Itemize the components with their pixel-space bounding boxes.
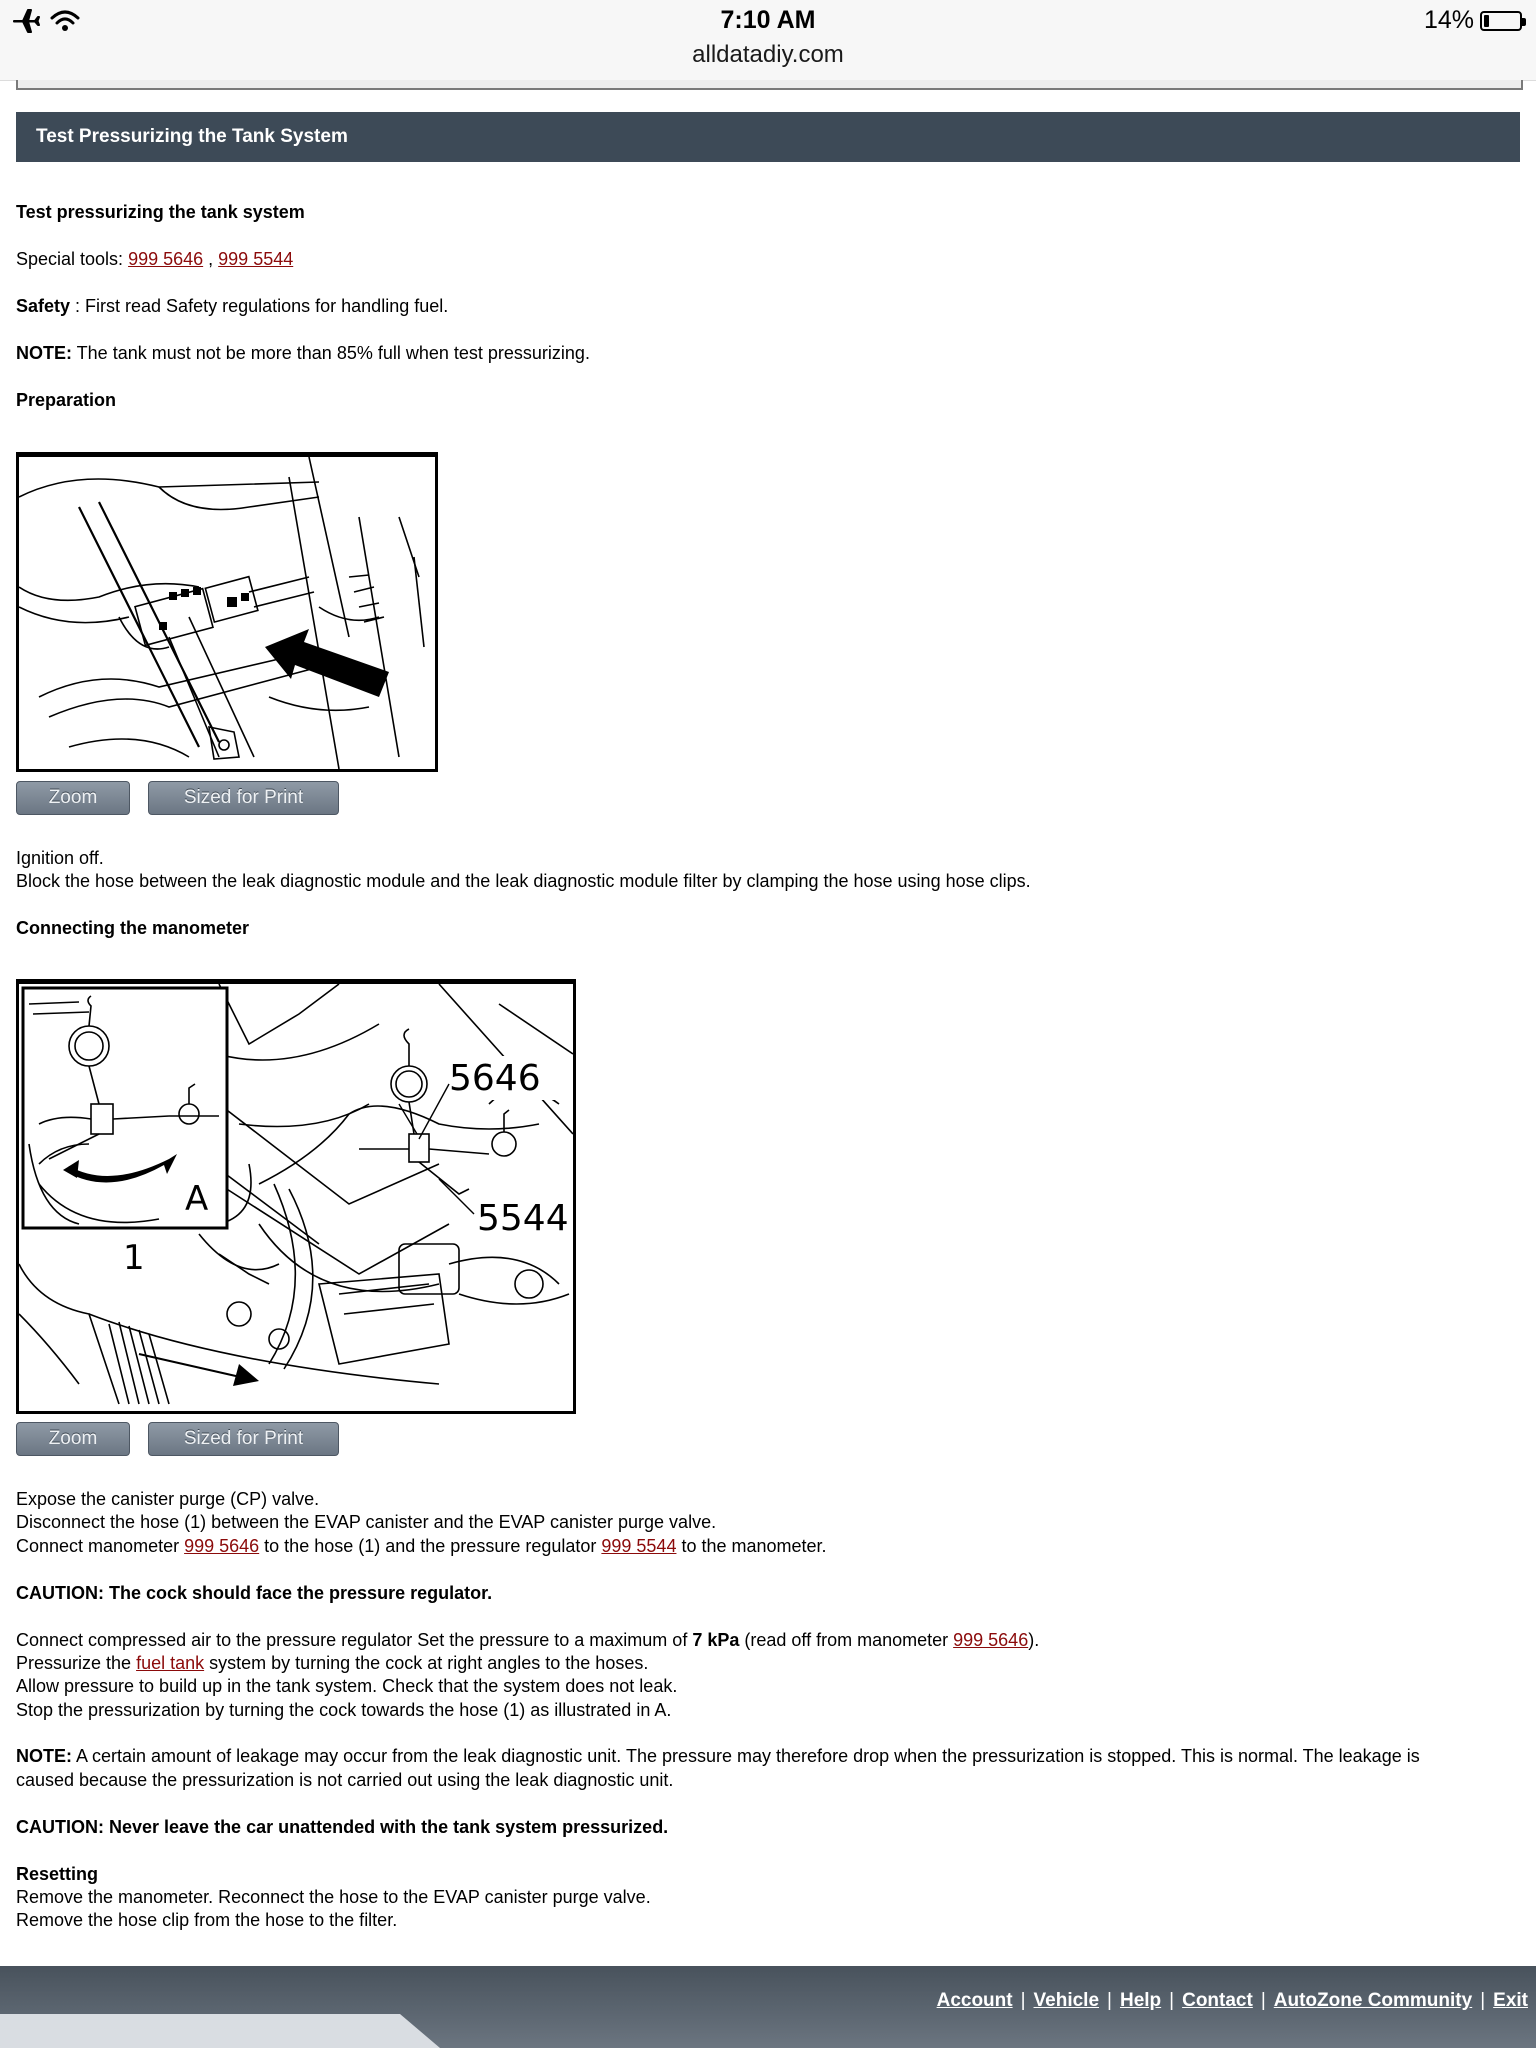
safety-text: : First read Safety regulations for handling fuel.	[70, 296, 449, 316]
connect-text-2: to the hose (1) and the pressure regulator	[259, 1536, 602, 1556]
resetting-heading: Resetting	[16, 1864, 99, 1884]
note-label: NOTE:	[16, 343, 72, 363]
step-compressed-air	[16, 1629, 1039, 1652]
zoom-button-figure-1[interactable]: Zoom	[16, 781, 130, 815]
link-999-5544[interactable]: 999 5544	[601, 1536, 677, 1556]
preparation-heading: Preparation	[16, 390, 117, 410]
connect-text-3: to the manometer.	[676, 1536, 827, 1556]
step-pressurize	[16, 1652, 648, 1675]
step-block-hose: Block the hose between the leak diagnostic module and the leak diagnostic module filter by clamping the hose using hose clips.	[16, 871, 1031, 891]
tool-label-5544: 5544	[477, 1198, 569, 1239]
step-allow-pressure: Allow pressure to build up in the tank system. Check that the system does not leak.	[16, 1676, 678, 1696]
pressure-value: 7 kPa	[692, 1630, 740, 1650]
pressurize-text-1: Pressurize the	[16, 1653, 137, 1673]
inset-label-a: A	[185, 1179, 209, 1219]
manometer-illustration	[19, 984, 573, 1411]
link-fuel-tank[interactable]: fuel tank	[136, 1653, 205, 1673]
battery-indicator	[1424, 6, 1522, 35]
footer-link-autozone-community[interactable]: AutoZone Community	[1273, 1990, 1473, 2011]
print-button-figure-2[interactable]: Sized for Print	[148, 1422, 339, 1456]
note-leakage-continued: caused because the pressurization is not carried out using the leak diagnostic unit.	[16, 1770, 674, 1790]
print-button-figure-1[interactable]: Sized for Print	[148, 781, 339, 815]
connect-text-1: Connect manometer	[16, 1536, 185, 1556]
figure-manometer	[16, 979, 576, 1414]
note-text-2a: A certain amount of leakage may occur from the leak diagnostic unit. The pressure may therefore drop when the pressurization is stopped. This is normal. The leakage is	[72, 1746, 1420, 1766]
footer-nav	[937, 1990, 1528, 2012]
section-heading: Test pressurizing the tank system	[16, 202, 305, 222]
footer-link-help[interactable]: Help	[1119, 1990, 1162, 2011]
step-remove-manometer: Remove the manometer. Reconnect the hose to the EVAP canister purge valve.	[16, 1887, 651, 1907]
note-text: The tank must not be more than 85% full when test pressurizing.	[72, 343, 590, 363]
air-text-3: ).	[1028, 1630, 1040, 1650]
address-bar[interactable]: alldatadiy.com	[692, 41, 844, 68]
connecting-heading: Connecting the manometer	[16, 918, 250, 938]
special-tools-line	[16, 248, 293, 271]
step-connect-manometer	[16, 1535, 827, 1558]
step-remove-hose-clip: Remove the hose clip from the hose to the filter.	[16, 1910, 398, 1930]
footer-link-vehicle[interactable]: Vehicle	[1033, 1990, 1100, 2011]
tank-valve-illustration	[19, 457, 435, 769]
safety-label: Safety	[16, 296, 71, 316]
hose-label-1: 1	[123, 1238, 145, 1278]
page-frame-edge	[16, 80, 1523, 90]
tool-link-5646[interactable]: 999 5646	[128, 249, 204, 269]
tool-label-5646: 5646	[449, 1058, 541, 1099]
battery-level	[1484, 15, 1489, 27]
air-text-2: (read off from manometer	[739, 1630, 954, 1650]
footer-link-account[interactable]: Account	[936, 1990, 1013, 2011]
link-999-5646[interactable]: 999 5646	[184, 1536, 260, 1556]
link-999-5646-b[interactable]: 999 5646	[953, 1630, 1029, 1650]
safety-line	[16, 295, 448, 318]
step-expose: Expose the canister purge (CP) valve.	[16, 1489, 320, 1509]
tool-link-5544[interactable]: 999 5544	[218, 249, 294, 269]
footer-separator: |	[1260, 1990, 1266, 2011]
special-tools-label: Special tools:	[16, 249, 129, 269]
battery-icon	[1480, 11, 1522, 31]
footer-separator: |	[1020, 1990, 1026, 2011]
footer-separator: |	[1480, 1990, 1486, 2011]
status-bar	[0, 0, 1536, 81]
figure-preparation	[16, 452, 438, 772]
battery-percent: 14%	[1423, 6, 1474, 34]
step-stop: Stop the pressurization by turning the cock towards the hose (1) as illustrated in A.	[16, 1700, 672, 1720]
step-ignition: Ignition off.	[16, 848, 104, 868]
air-text-1: Connect compressed air to the pressure regulator Set the pressure to a maximum of	[16, 1630, 693, 1650]
note-leakage	[16, 1745, 1420, 1768]
zoom-button-figure-2[interactable]: Zoom	[16, 1422, 130, 1456]
caution-cock-direction: CAUTION: The cock should face the pressure regulator.	[16, 1583, 493, 1603]
clock: 7:10 AM	[720, 6, 816, 34]
page-title-banner: Test Pressurizing the Tank System	[16, 112, 1520, 162]
footer-link-contact[interactable]: Contact	[1182, 1990, 1253, 2011]
footer-separator: |	[1107, 1990, 1112, 2011]
footer-separator: |	[1169, 1990, 1175, 2011]
note-fill-level	[16, 342, 590, 365]
caution-unattended: CAUTION: Never leave the car unattended with the tank system pressurized.	[16, 1817, 669, 1837]
footer-tab-shape	[0, 2014, 440, 2048]
step-disconnect: Disconnect the hose (1) between the EVAP canister and the EVAP canister purge valve.	[16, 1512, 717, 1532]
pressurize-text-2: system by turning the cock at right angles to the hoses.	[204, 1653, 649, 1673]
note-label-2: NOTE:	[16, 1746, 72, 1766]
tool-separator: ,	[203, 249, 219, 269]
footer-link-exit[interactable]: Exit	[1493, 1990, 1528, 2011]
